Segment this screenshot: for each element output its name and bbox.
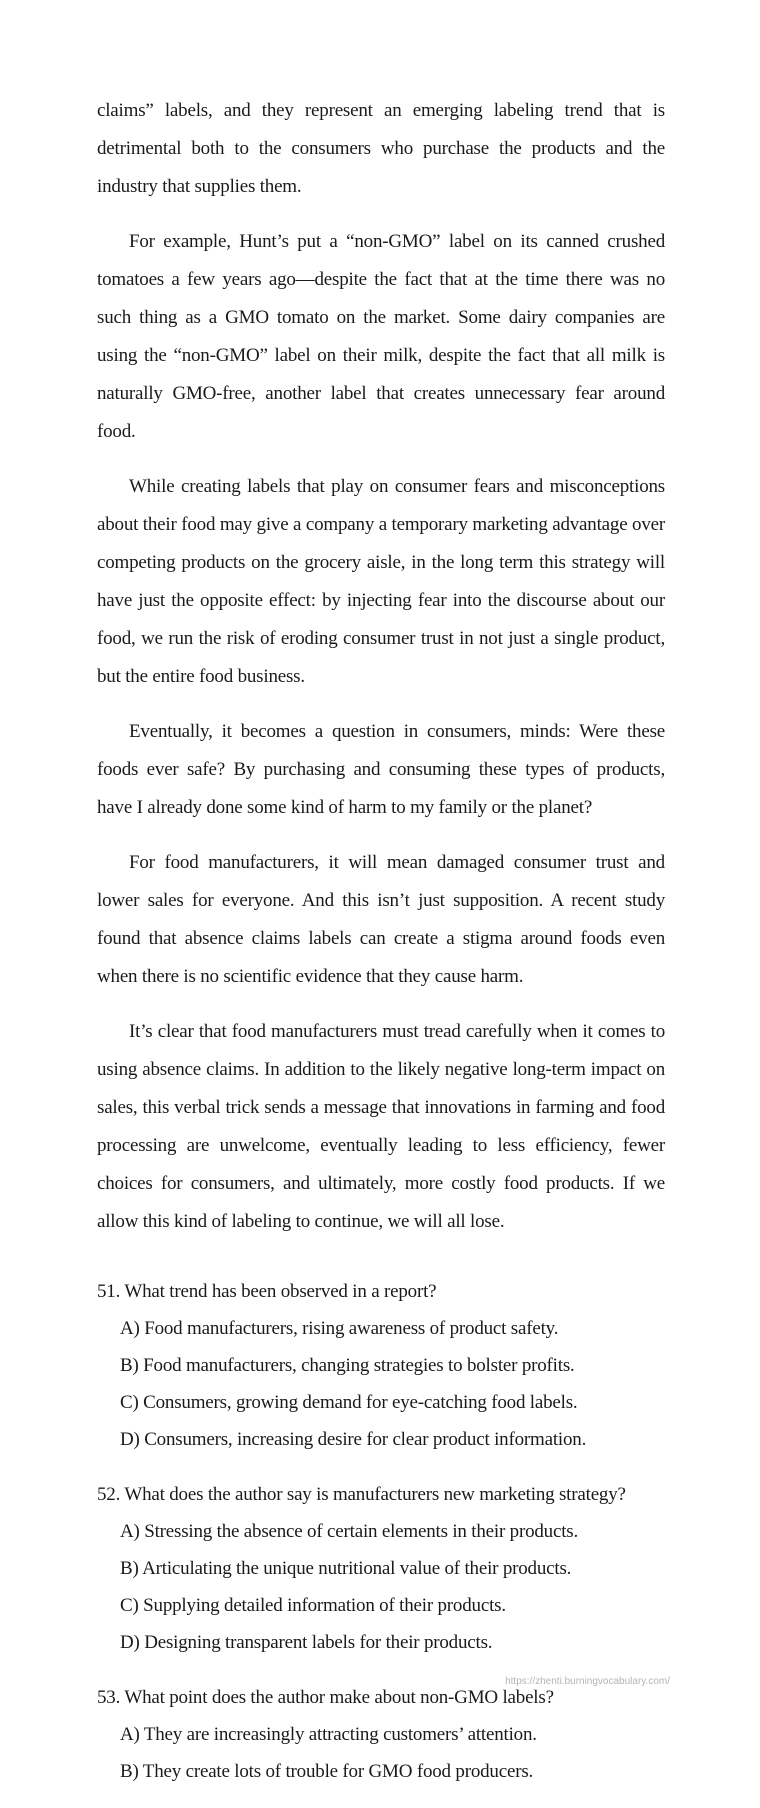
passage-paragraph: It’s clear that food manufacturers must tread carefully when it comes to using absence claims. In addition to the likely negative long-term impact on sales, this verbal trick sends a message that innovations in farming and food processing are unwelcome, eventually leading to less efficiency, fewer choices for consumers, and ultimately, more costly food products. If we allow this kind of labeling to continue, we will all lose. bbox=[97, 1021, 665, 1232]
answer-option-c: C) Supplying detailed information of their products. bbox=[120, 1595, 506, 1616]
document-page bbox=[97, 92, 665, 1808]
passage-paragraph: For food manufacturers, it will mean damaged consumer trust and lower sales for everyone. And this isn’t just supposition. A recent study found that absence claims labels can create a stigma around foods even when there is no scientific evidence that they cause harm. bbox=[97, 852, 665, 987]
answer-option-b: B) Food manufacturers, changing strategies to bolster profits. bbox=[120, 1355, 575, 1376]
answer-option-b: B) They create lots of trouble for GMO food producers. bbox=[120, 1761, 534, 1782]
answer-option-c: C) Consumers, growing demand for eye-catching food labels. bbox=[120, 1392, 578, 1413]
answer-option-a: A) Food manufacturers, rising awareness of product safety. bbox=[120, 1318, 559, 1339]
passage-paragraph: For example, Hunt’s put a “non-GMO” label on its canned crushed tomatoes a few years ago—despite the fact that at the time there was no such thing as a GMO tomato on the market. Some dairy companies are using the “non-GMO” label on their milk, despite the fact that all milk is naturally GMO-free, another label that creates unnecessary fear around food. bbox=[97, 231, 665, 442]
passage-paragraph: While creating labels that play on consumer fears and misconceptions about their food may give a company a temporary marketing advantage over competing products on the grocery aisle, in the long term this strategy will have just the opposite effect: by injecting fear into the discourse about our food, we run the risk of eroding consumer trust in not just a single product, but the entire food business. bbox=[97, 476, 665, 687]
question-53 bbox=[97, 1679, 665, 1790]
question-52 bbox=[97, 1476, 665, 1661]
source-url-watermark: https://zhenti.burningvocabulary.com/ bbox=[505, 1676, 670, 1687]
question-stem: 51. What trend has been observed in a report? bbox=[97, 1281, 437, 1302]
answer-option-a: A) Stressing the absence of certain elements in their products. bbox=[120, 1521, 579, 1542]
question-stem: 52. What does the author say is manufacturers new marketing strategy? bbox=[97, 1484, 626, 1505]
passage-paragraph: Eventually, it becomes a question in consumers, minds: Were these foods ever safe? By purchasing and consuming these types of products, have I already done some kind of harm to my family or the planet? bbox=[97, 721, 665, 818]
passage-paragraph: claims” labels, and they represent an emerging labeling trend that is detrimental both to the consumers who purchase the products and the industry that supplies them. bbox=[97, 100, 665, 197]
answer-option-d: D) Consumers, increasing desire for clear product information. bbox=[120, 1429, 587, 1450]
question-51 bbox=[97, 1273, 665, 1458]
question-list bbox=[97, 1273, 665, 1790]
answer-option-b: B) Articulating the unique nutritional value of their products. bbox=[120, 1558, 572, 1579]
answer-option-d: D) Designing transparent labels for their products. bbox=[120, 1632, 493, 1653]
passage bbox=[97, 92, 665, 1241]
question-stem: 53. What point does the author make about non-GMO labels? bbox=[97, 1687, 554, 1708]
answer-option-a: A) They are increasingly attracting customers’ attention. bbox=[120, 1724, 537, 1745]
